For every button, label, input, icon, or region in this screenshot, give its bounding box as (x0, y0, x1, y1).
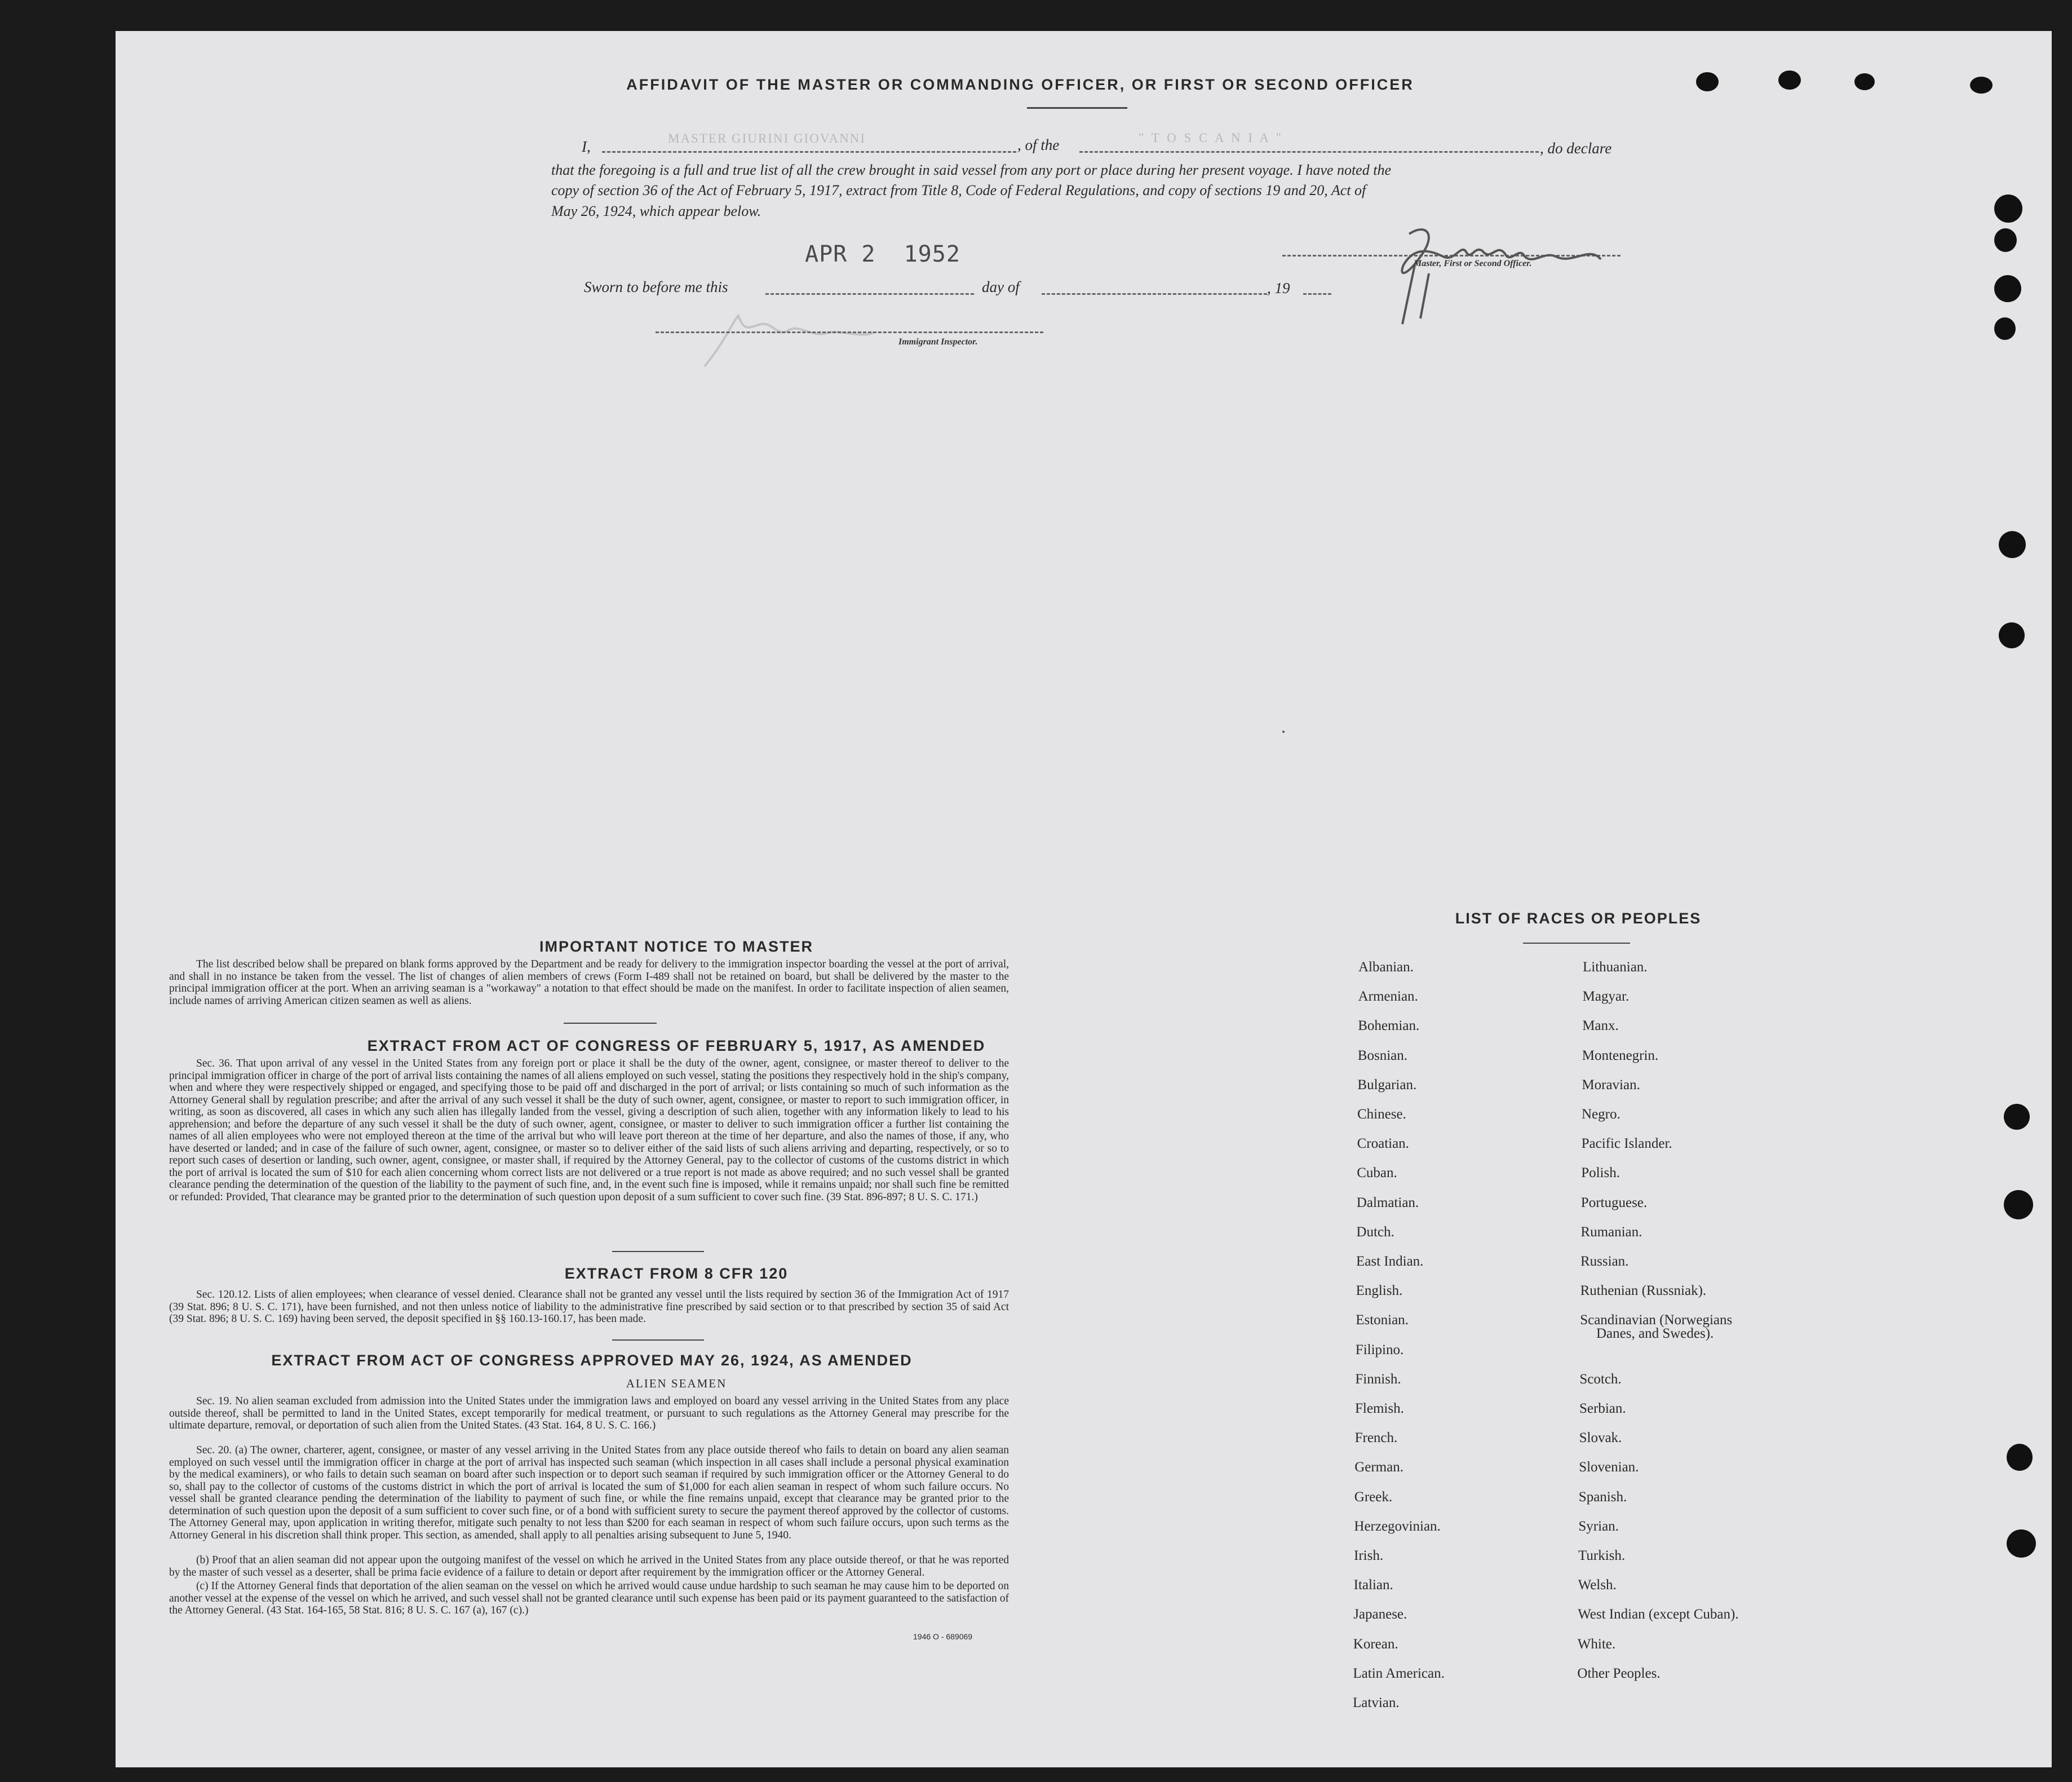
inspector-signature (693, 299, 891, 372)
race-item: German. (1354, 1460, 1404, 1475)
race-item: Dalmatian. (1356, 1195, 1419, 1210)
race-item: Slovenian. (1579, 1460, 1639, 1475)
race-item: Other Peoples. (1577, 1665, 1661, 1681)
extract-1917-title: EXTRACT FROM ACT OF CONGRESS OF FEBRUARY 5, 1917, AS AMENDED (367, 1037, 986, 1054)
race-item: French. (1354, 1430, 1398, 1446)
notice-rule (564, 1023, 657, 1024)
race-item: Spanish. (1578, 1489, 1627, 1505)
date-stamp: APR 2 1952 (805, 241, 960, 267)
affidavit-body-line1: that the foregoing is a full and true list of all the crew brought in said vessel from any port or place during her present voyage. I have noted the (551, 162, 1391, 178)
extract-cfr-title: EXTRACT FROM 8 CFR 120 (564, 1265, 789, 1282)
race-item: Moravian. (1582, 1077, 1640, 1093)
race-item: Manx. (1582, 1018, 1619, 1034)
race-item: Latvian. (1353, 1695, 1400, 1710)
race-item: Pacific Islander. (1581, 1136, 1672, 1152)
notice-title: IMPORTANT NOTICE TO MASTER (539, 938, 813, 955)
race-item: Filipino. (1355, 1342, 1404, 1357)
race-item: Greek. (1354, 1489, 1393, 1505)
race-item: Serbian. (1579, 1401, 1626, 1416)
race-item: Montenegrin. (1582, 1047, 1659, 1063)
race-item: Latin American. (1353, 1665, 1445, 1681)
extract-1917-text: Sec. 36. That upon arrival of any vessel in the United States from any foreign port or place it shall be the duty of the owner, agent, consignee, or master thereof to deliver to the principal immigration officer in charge of the port of arrival lists containing the names of all aliens employed on such vessel, stating the positions they respectively hold in the ship's company, when and where they were respectively shipped or engaged, and specifying those to be paid off and discharged in the port of arrival; or lists containing so much of such information as the Attorney General shall by regulation prescribe; and after the arrival of any such vessel it shall be the duty of such owner, agent, consignee, or master to report to such immigration officer, in writing, as soon as discovered, all cases in which any such alien has illegally landed from the vessel, giving a description of such alien, together with any information likely to lead to his apprehension; and before the departure of any such vessel it shall be the duty of such owner, agent, consignee, or master to deliver to such immigration officer a further list containing the names of all alien employees who were not employed thereon at the time of the arrival but who will leave port thereon at the time of her departure, and also the names of those, if any, who have deserted or landed; and in case of the failure of such owner, agent, consignee, or master so to deliver either of the said lists of such aliens arriving and departing, respectively, or so to report such cases of desertion or landing, such owner, agent, consignee, or master shall, if required by the Attorney General, pay to the collector of customs of the customs district in which the port of arrival is located the sum of $10 for each alien concerning whom correct lists are not delivered or a true report is not made as above required; and no such vessel shall be granted clearance pending the determination of the question of the liability to the payment of such fine, and, in the event such fine is imposed, while it remains unpaid; nor shall such fine be remitted or refunded: Provided, That clearance may be granted prior to the determination of such question upon deposit of a sum sufficient to cover such fine. (39 Stat. 896-897; 8 U. S. C. 171.) (169, 1058, 1009, 1203)
race-item: Korean. (1353, 1636, 1398, 1652)
races-title: LIST OF RACES OR PEOPLES (1455, 910, 1702, 927)
race-item: Finnish. (1355, 1371, 1401, 1387)
race-item: Turkish. (1578, 1548, 1626, 1563)
race-item: Syrian. (1578, 1518, 1619, 1534)
ink-dot (1778, 70, 1801, 90)
extract-1924-subtitle: ALIEN SEAMEN (626, 1377, 727, 1390)
punch-hole (1994, 194, 2022, 223)
affidavit-title: AFFIDAVIT OF THE MASTER OR COMMANDING OFFICER, OR FIRST OR SECOND OFFICER (626, 76, 1414, 93)
race-item: Chinese. (1357, 1107, 1406, 1122)
punch-hole (2007, 1529, 2036, 1558)
punch-hole (2007, 1444, 2033, 1471)
punch-hole (1994, 317, 2016, 340)
race-item: Scotch. (1579, 1371, 1622, 1387)
inspector-caption: Immigrant Inspector. (898, 337, 978, 347)
extract-1924-sec20a: Sec. 20. (a) The owner, charterer, agent, consignee, or master of any vessel arriving in the United States from any place outside thereof who fails to detain on board any alien seaman employed on such vessel until the immigration officer in charge at the port of arrival has inspected such seaman (which inspection in all cases shall include a personal physical examination by the medical examiners), or who fails to detain such seaman on board after such inspection or to deport such seaman if required by such immigration officer or the Attorney General to do so, shall pay to the collector of customs of the customs district in which the port of arrival is located the sum of $1,000 for each alien seaman in respect of whom such failure occurs. No vessel shall be granted clearance pending the determination of the liability to payment of such fine, or while the fine remains unpaid, except that clearance may be granted prior to the determination of such question upon the deposit of a sum sufficient to cover such fine, or of a bond with sufficient surety to secure the payment thereof approved by the collector of customs. The Attorney General may, upon application in writing therefor, mitigate such penalty to not less than $200 for each seaman in respect of whom such failure occurs, upon such terms as the Attorney General in his discretion shall think proper. This section, as amended, shall apply to all penalties arising subsequent to June 5, 1940. (169, 1444, 1009, 1541)
race-item: Bohemian. (1358, 1018, 1420, 1034)
races-rule (1523, 943, 1630, 944)
extract-1924-sec19: Sec. 19. No alien seaman excluded from admission into the United States under the immigration laws and employed on board any vessel arriving in the United States from any place outside thereof, shall be permitted to land in the United States, except temporarily for medical treatment, or pursuant to such regulations as the Attorney General may prescribe for the ultimate departure, removal, or deportation of such alien from the United States. (43 Stat. 164, 8 U. S. C. 166.) (169, 1395, 1009, 1431)
inspector-signature-line (656, 331, 1043, 333)
race-item: Flemish. (1355, 1401, 1404, 1416)
race-item: Ruthenian (Russniak). (1580, 1283, 1707, 1299)
race-item: Magyar. (1582, 989, 1630, 1005)
sworn-label: Sworn to before me this (584, 278, 728, 295)
extract-1924-sec20c: (c) If the Attorney General finds that deportation of the alien seaman on the vessel on which he arrived would cause undue hardship to such seaman he may cause him to be deported on another vessel at the expense of the vessel on which he arrived, and such vessel shall not be granted clearance until such expense has been paid or its payment guaranteed to the satisfaction of the Attorney General. (43 Stat. 164-165, 58 Stat. 816; 8 U. S. C. 167 (a), 167 (c).) (169, 1580, 1009, 1616)
race-item: Portuguese. (1580, 1195, 1648, 1210)
extract-1924-title: EXTRACT FROM ACT OF CONGRESS APPROVED MAY 26, 1924, AS AMENDED (271, 1352, 913, 1369)
race-item: Danes, and Swedes). (1596, 1326, 1714, 1342)
punch-hole (2004, 1104, 2030, 1130)
race-item: Armenian. (1358, 989, 1418, 1005)
speck (1282, 731, 1285, 733)
race-item: Bulgarian. (1357, 1077, 1417, 1093)
vessel-name-value: " T O S C A N I A " (1139, 131, 1283, 145)
punch-hole (1999, 531, 2026, 558)
do-declare-label: , do declare (1540, 140, 1612, 157)
extract-cfr-rule (612, 1339, 704, 1341)
race-item: Scandinavian (Norwegians (1580, 1312, 1733, 1328)
sworn-month-line (1042, 293, 1267, 295)
punch-hole (2004, 1190, 2033, 1219)
i-label: I, (582, 138, 591, 155)
race-item: Estonian. (1356, 1312, 1409, 1328)
race-item: Slovak. (1579, 1430, 1622, 1446)
master-name-line (602, 151, 1016, 153)
punch-hole (1994, 228, 2017, 252)
extract-1924-sec20b: (b) Proof that an alien seaman did not appear upon the outgoing manifest of the vessel on which he arrived in the United States from any place outside thereof, or that he was reported by the master of such vessel as a deserter, shall be prima facie evidence of a failure to detain or deport after requirement by the immigration officer or the Attorney General. (169, 1554, 1009, 1578)
race-item: Cuban. (1357, 1165, 1397, 1181)
extract-1917-rule (612, 1251, 704, 1252)
race-item: Irish. (1354, 1548, 1384, 1563)
race-item: Japanese. (1353, 1607, 1407, 1622)
day-of-label: day of (982, 278, 1020, 295)
title-rule (1027, 107, 1127, 109)
vessel-name-line (1079, 151, 1539, 153)
print-code: 1946 O - 689069 (913, 1632, 973, 1641)
race-item: Herzegovinian. (1354, 1518, 1441, 1534)
race-item: East Indian. (1356, 1254, 1424, 1269)
notice-text: The list described below shall be prepared on blank forms approved by the Department and be ready for delivery to the immigration inspector boarding the vessel at the port of arrival, and shall in no instance be taken from the vessel. The list of changes of alien members of crews (Form I-489 shall not be retained on board, but shall be delivered by the master to the principal immigration officer at the port. When an arriving seaman is a "workaway" a notation to that effect should be made on the manifest. In order to facilitate inspection of alien seamen, include names of arriving American citizen seamen as well as aliens. (169, 958, 1009, 1007)
affidavit-body-line2: copy of section 36 of the Act of February 5, 1917, extract from Title 8, Code of Federal Regulations, and copy of sections 19 and 20, Act of (551, 182, 1366, 198)
race-item: West Indian (except Cuban). (1578, 1607, 1739, 1622)
race-item: Rumanian. (1580, 1224, 1642, 1240)
race-item: Russian. (1580, 1254, 1629, 1269)
race-item: Croatian. (1357, 1136, 1409, 1152)
race-item: Italian. (1353, 1577, 1393, 1593)
affidavit-body-line3: May 26, 1924, which appear below. (551, 203, 761, 219)
race-item: Polish. (1581, 1165, 1620, 1181)
of-the-label: , of the (1017, 136, 1060, 153)
sworn-day-line (765, 293, 974, 295)
extract-cfr-text: Sec. 120.12. Lists of alien employees; when clearance of vessel denied. Clearance shall not be granted any vessel until the lists required by section 36 of the Immigration Act of 1917 (39 Stat. 896; 8 U. S. C. 171), have been furnished, and not then unless notice of liability to the administrative fine prescribed by said section or to that prescribed by section 35 of said Act (39 Stat. 896; 8 U. S. C. 169) having been served, the deposit specified in §§ 160.13-160.17, has been made. (169, 1289, 1009, 1325)
year-label: , 19 (1267, 280, 1290, 297)
race-item: Dutch. (1356, 1224, 1394, 1240)
race-item: Albanian. (1358, 959, 1414, 975)
race-item: Bosnian. (1357, 1047, 1407, 1063)
race-item: English. (1356, 1283, 1403, 1299)
race-item: Negro. (1582, 1107, 1621, 1122)
race-item: Lithuanian. (1583, 959, 1648, 975)
punch-hole (1994, 275, 2021, 302)
ink-dot (1696, 72, 1719, 91)
ink-dot (1970, 77, 1993, 94)
sworn-year-line (1303, 293, 1331, 295)
race-item: White. (1577, 1636, 1616, 1652)
punch-hole (1999, 622, 2025, 648)
race-item: Welsh. (1578, 1577, 1617, 1593)
ink-dot (1854, 73, 1875, 90)
master-name-value: MASTER GIURINI GIOVANNI (668, 131, 866, 145)
master-signature (1375, 211, 1635, 330)
master-caption: Master, First or Second Officer. (1414, 259, 1532, 268)
